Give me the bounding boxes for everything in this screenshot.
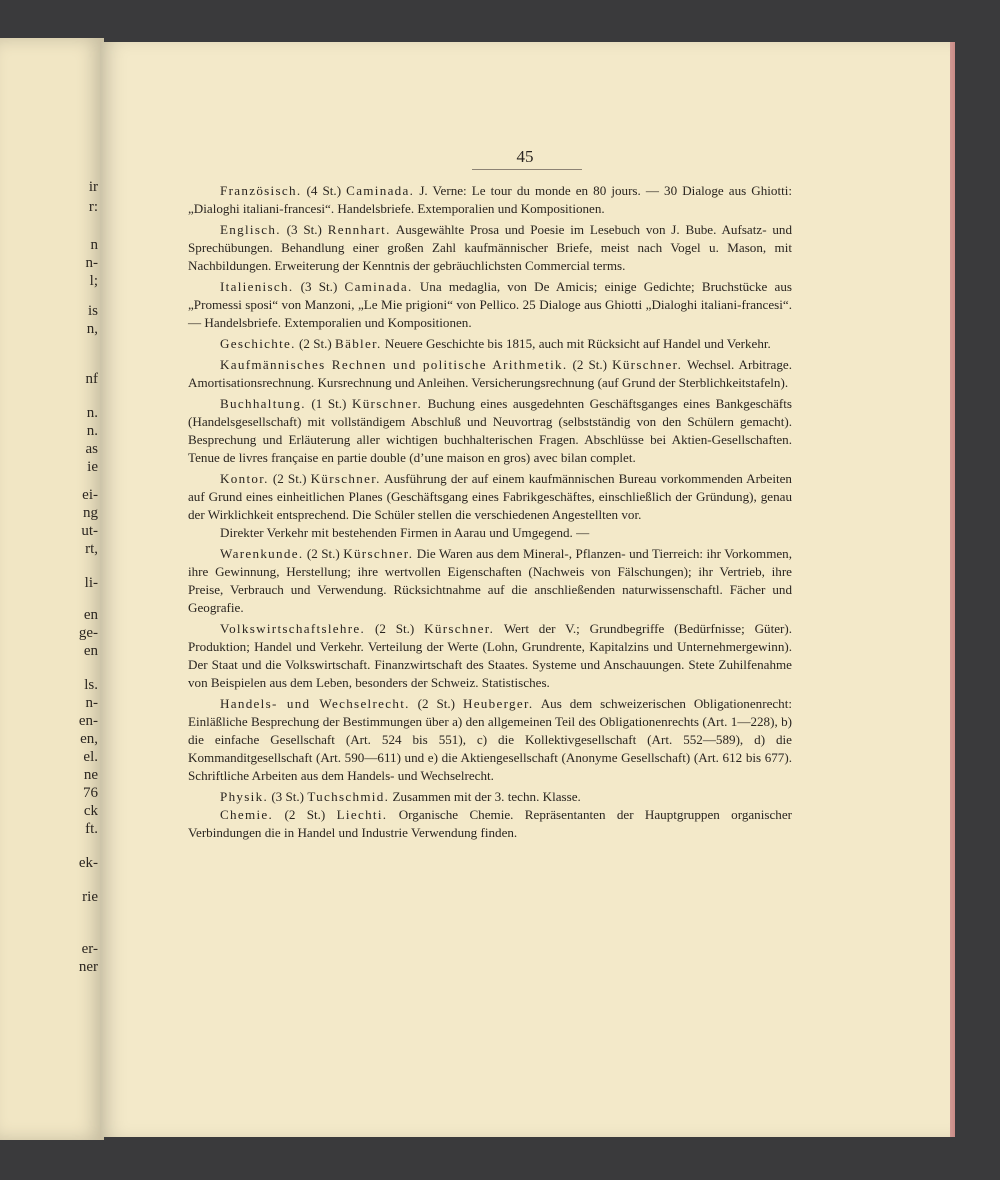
margin-fragment: nf (85, 371, 98, 387)
margin-fragment: en (83, 607, 98, 623)
teacher-name: Kürschner. (424, 621, 495, 636)
entry-italienisch (188, 278, 792, 332)
margin-fragment: n. (86, 423, 98, 439)
entry-franzoesisch (188, 182, 792, 218)
margin-fragment: rt, (85, 541, 98, 557)
margin-fragment: n- (85, 695, 98, 711)
entry-kontor (188, 470, 792, 524)
entry-physik (188, 788, 792, 806)
subject-name: Kaufmännisches Rechnen und politische Arithmetik. (220, 357, 568, 372)
entry-buchhaltung (188, 395, 792, 467)
margin-fragment: en- (78, 713, 98, 729)
margin-fragment: ner (78, 959, 98, 975)
margin-fragment: el. (83, 749, 98, 765)
subject-name: Geschichte. (220, 336, 296, 351)
margin-fragment: r: (88, 199, 98, 215)
curriculum-text (188, 182, 792, 845)
teacher-name: Tuchschmid. (307, 789, 390, 804)
entry-volkswirtschaftslehre (188, 620, 792, 692)
margin-fragment: er- (81, 941, 98, 957)
hours: (3 St.) (286, 222, 322, 237)
entry-text: Ausführung der auf einem kaufmännischen Bureau vorkommenden Arbeiten auf Grund eines einheitlichen Planes (Geschäftsgang eines Fabrikgeschäftes, einschließlich der Gründung), genau der Wirklichkeit entsprechend. Die Schüler stellen die verschiedenen Angestellten vor. (188, 471, 792, 522)
margin-fragment: n- (85, 255, 98, 271)
margin-fragment: l; (89, 273, 98, 289)
page-number: 45 (516, 147, 534, 166)
teacher-name: Liechti. (336, 807, 388, 822)
margin-fragment: ek- (78, 855, 98, 871)
entry-text: Wechsel. Arbitrage. Amortisationsrechnung. Kursrechnung und Anleihen. Versicherungsrechnung (auf Grund der Sterblichkeitstafeln). (188, 357, 793, 390)
entry-englisch (188, 221, 792, 275)
subject-name: Chemie. (220, 807, 274, 822)
hours: (2 St.) (417, 696, 456, 711)
teacher-name: Kürschner. (612, 357, 683, 372)
margin-fragment: en (83, 643, 98, 659)
page-number-rule (472, 169, 582, 170)
margin-fragment: 76 (83, 785, 98, 801)
margin-fragment: n. (86, 405, 98, 421)
teacher-name: Caminada. (344, 279, 413, 294)
subject-name: Englisch. (220, 222, 281, 237)
teacher-name: Kürschner. (310, 471, 381, 486)
entry-text: Wert der V.; Grundbegriffe (Bedürfnisse; Güter). Produktion; Handel und Verkehr. Verteilung der Werte (Lohn, Grundrente, Kapitalzins und Unternehmergewinn). Der Staat und die Volkswirtschaft. Finanzwirtschaft des Staates. Systeme und Anschauungen. Stete Zuhilfenahme von Beispielen aus dem Leben, besonders der Schweiz. Statistisches. (188, 621, 793, 690)
teacher-name: Rennhart. (327, 222, 391, 237)
margin-fragment: ls. (84, 677, 98, 693)
margin-fragment: rie (82, 889, 98, 905)
margin-fragment: ft. (85, 821, 98, 837)
teacher-name: Kürschner. (351, 396, 423, 411)
margin-fragment: ut- (81, 523, 98, 539)
entry-text: Die Waren aus dem Mineral-, Pflanzen- und Tierreich: ihr Vorkommen, ihre Gewinnung, Herstellung; ihre wertvollen Eigenschaften (Nachweis von Fälschungen); ihr Vertrieb, ihre Preise, Verbrauch und Verwendung. Rücksichtnahme auf die anschließenden naturwissenschaftl. Fächer und Geografie. (188, 546, 793, 615)
hours: (1 St.) (311, 396, 347, 411)
margin-fragment: ge- (78, 625, 98, 641)
entry-kaufmaennisches-rechnen (188, 356, 792, 392)
entry-text: Aus dem schweizerischen Obligationenrecht: Einläßliche Besprechung der Bestimmungen über a) den allgemeinen Teil des Obligationenrechts (Art. 1—228), b) die einfache Gesellschaft (Art. 524 bis 551), c) die Kollektivgesellschaft (Art. 552—589), d) die Kommanditgesellschaft (Art. 590—611) und e) die Aktiengesellschaft (Anonyme Gesellschaft) (Art. 612 bis 677). Schriftliche Arbeiten aus dem Handels- und Wechselrecht. (188, 696, 793, 783)
margin-fragment: n, (86, 321, 98, 337)
margin-fragment: ei- (82, 487, 98, 503)
margin-fragment: ng (83, 505, 98, 521)
entry-text: Neuere Geschichte bis 1815, auch mit Rücksicht auf Handel und Verkehr. (384, 336, 771, 351)
entry-text: Zusammen mit der 3. techn. Klasse. (392, 789, 581, 804)
hours: (3 St.) (300, 279, 338, 294)
subject-name: Handels- und Wechselrecht. (220, 696, 410, 711)
entry-warenkunde (188, 545, 792, 617)
hours: (2 St.) (374, 621, 415, 636)
entry-text: Organische Chemie. Repräsentanten der Hauptgruppen organischer Verbindungen die in Handel und Industrie Verwendung finden. (188, 807, 792, 840)
margin-fragment: en, (80, 731, 98, 747)
hours: (2 St.) (572, 357, 608, 372)
entry-chemie (188, 806, 792, 842)
hours: (3 St.) (271, 789, 305, 804)
teacher-name: Kürschner. (343, 546, 414, 561)
margin-fragment: ie (87, 459, 98, 475)
hours: (2 St.) (299, 336, 332, 351)
entry-text: Direkter Verkehr mit bestehenden Firmen in Aarau und Umgegend. — (220, 525, 590, 540)
hours: (2 St.) (272, 471, 307, 486)
margin-fragment: ir (88, 179, 98, 195)
margin-fragment: li- (84, 575, 98, 591)
teacher-name: Heuberger. (462, 696, 534, 711)
entry-text: Buchung eines ausgedehnten Geschäftsganges eines Bankgeschäfts (Handelsgesellschaft) mit vollständigem Abschluß und Neuvortrag (selbstständig von den Schülern gemacht). Besprechung und Erläuterung aller wichtigen buchhalterischen Fragen. Abschlüsse bei Aktien-Gesellschaften. Tenue de livres française en partie double (d’une maison en gros) avec bilan complet. (188, 396, 793, 465)
teacher-name: Bäbler. (335, 336, 382, 351)
margin-fragment: n (90, 237, 98, 253)
margin-fragment: ne (83, 767, 98, 783)
entry-text: Una medaglia, von De Amicis; einige Gedichte; Bruchstücke aus „Promessi sposi“ von Manzoni, „Le Mie prigioni“ von Pellico. 25 Dialoge aus Ghiotti „Dialoghi italiani-francesi“. — Handelsbriefe. Extemporalien und Kompositionen. (188, 279, 792, 330)
entry-kontor-continued (188, 524, 792, 542)
subject-name: Volkswirtschaftslehre. (220, 621, 366, 636)
hours: (2 St.) (306, 546, 340, 561)
subject-name: Buchhaltung. (220, 396, 306, 411)
entry-geschichte (188, 335, 792, 353)
subject-name: Kontor. (220, 471, 269, 486)
entry-handelsrecht (188, 695, 792, 785)
margin-fragment: is (87, 303, 98, 319)
hours: (2 St.) (284, 807, 326, 822)
subject-name: Französisch. (220, 183, 302, 198)
entry-text: Ausgewählte Prosa und Poesie im Lesebuch von J. Bube. Aufsatz- und Sprechübungen. Behandlung einer großen Zahl kaufmännischer Briefe, meist nach Vogel u. Mason, mit Nachbildungen. Erweiterung der Kenntnis der gebräuchlichsten Commercial terms. (188, 222, 792, 273)
hours: (4 St.) (306, 183, 342, 198)
subject-name: Italienisch. (220, 279, 294, 294)
subject-name: Warenkunde. (220, 546, 304, 561)
teacher-name: Caminada. (346, 183, 415, 198)
left-page (0, 38, 104, 1140)
right-page (100, 42, 950, 1137)
entry-text: J. Verne: Le tour du monde en 80 jours. — 30 Dialoge aus Ghiotti: „Dialoghi italiani-francesi“. Handelsbriefe. Extemporalien und Kompositionen. (188, 183, 793, 216)
subject-name: Physik. (220, 789, 269, 804)
margin-fragment: ck (83, 803, 98, 819)
margin-fragment: as (85, 441, 98, 457)
